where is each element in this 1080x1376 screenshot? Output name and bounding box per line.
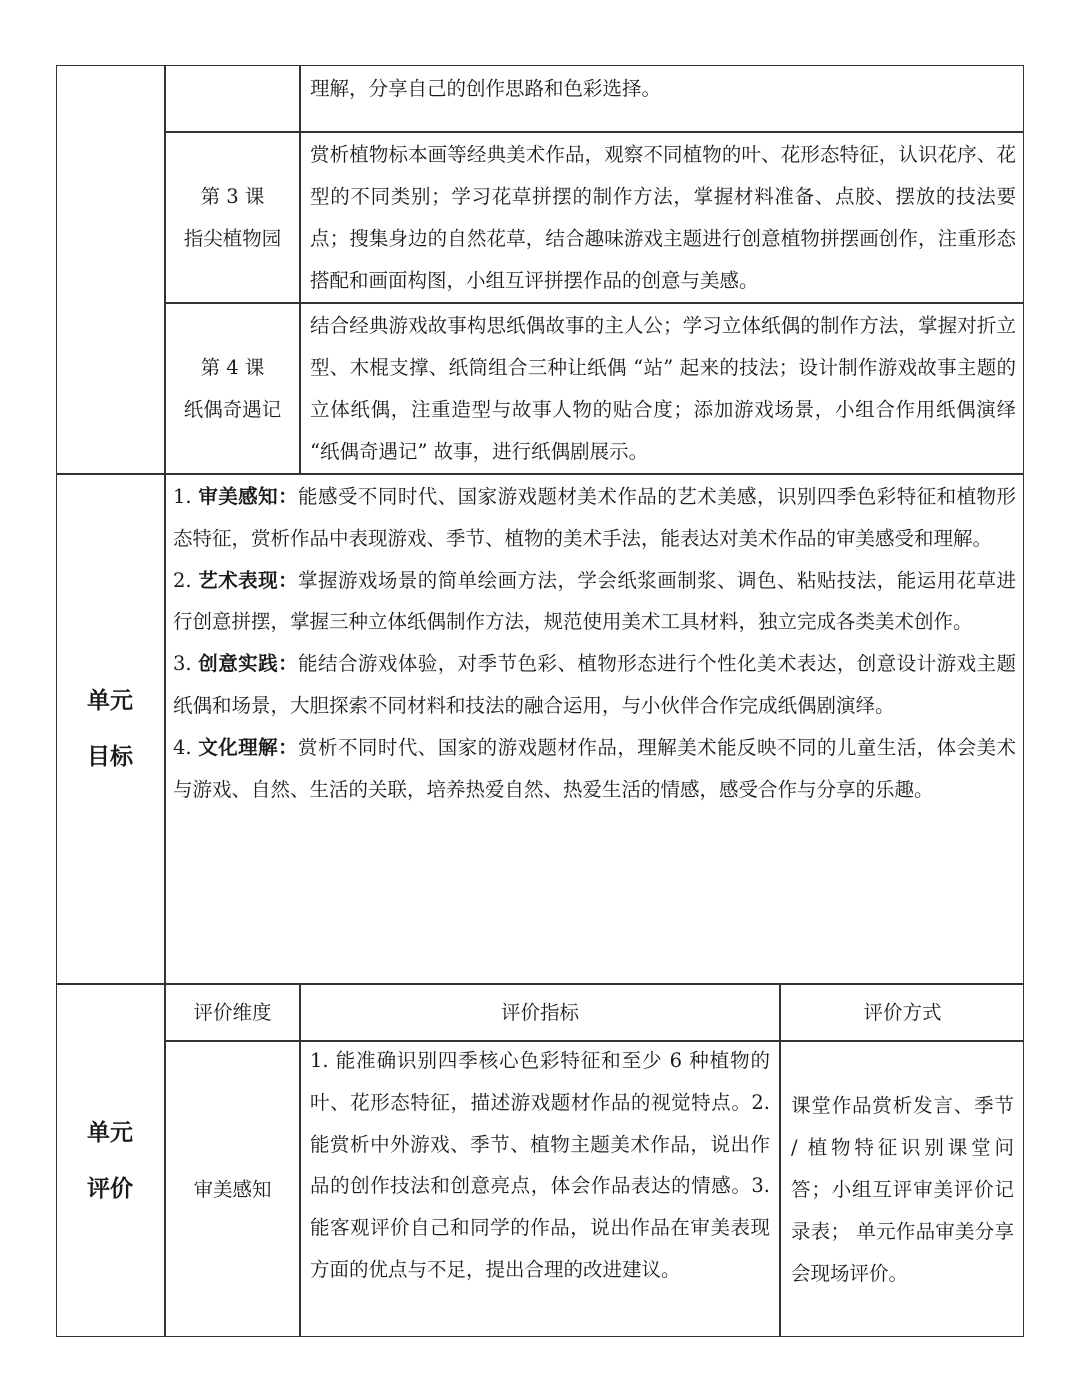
lesson-name	[166, 304, 299, 473]
row-divider	[56, 473, 1024, 475]
lesson-title: 指尖植物园	[183, 226, 282, 250]
header-indicator: 评价指标	[500, 1000, 579, 1024]
lesson-number: 第 4 课	[200, 355, 265, 379]
evaluation-label: 单元 评价	[87, 1120, 133, 1202]
goals-label: 单元 目标	[87, 688, 133, 770]
goal-item: 3. 创意实践：能结合游戏体验，对季节色彩、植物形态进行个性化美术表达，创意设计游戏主题纸偶和场景，大胆探索不同材料和技法的融合运用，与小伙伴合作完成纸偶剧演绎。	[173, 652, 1016, 717]
lesson-name	[166, 133, 299, 302]
goal-item: 2. 艺术表现：掌握游戏场景的简单绘画方法，学会纸浆画制浆、调色、粘贴技法，能运用花草进行创意拼摆，掌握三种立体纸偶制作方法，规范使用美术工具材料，独立完成各类美术创作。	[173, 568, 1016, 634]
col-divider	[299, 65, 301, 473]
goal-item: 1. 审美感知：能感受不同时代、国家游戏题材美术作品的艺术美感，识别四季色彩特征和植物形态特征，赏析作品中表现游戏、季节、植物的美术手法，能表达对美术作品的审美感受和理解。	[173, 485, 1016, 550]
lesson-content: 结合经典游戏故事构思纸偶故事的主人公；学习立体纸偶的制作方法，掌握对折立型、木棍支撑、纸筒组合三种让纸偶 “站” 起来的技法；设计制作游戏故事主题的立体纸偶，注重造型与故事人物的贴合度；添加游戏场景，小组合作用纸偶演绎 “纸偶奇遇记” 故事，进行纸偶剧展示。	[310, 314, 1016, 463]
row-indicator: 1. 能准确识别四季核心色彩特征和至少 6 种植物的叶、花形态特征，描述游戏题材作品的视觉特点。2. 能赏析中外游戏、季节、植物主题美术作品，说出作品的创作技法和创意亮点，体会作品表达的情感。3. 能客观评价自己和同学的作品，说出作品在审美表现方面的优点与不足，提出合理的改进建议。	[310, 1049, 770, 1281]
header-method: 评价方式	[863, 1000, 942, 1024]
lesson-title: 纸偶奇遇记	[183, 397, 282, 421]
row-dimension: 审美感知	[193, 1177, 272, 1201]
lesson-number: 第 3 课	[200, 184, 265, 208]
header-dimension: 评价维度	[193, 1000, 272, 1024]
lesson-content: 理解，分享自己的创作思路和色彩选择。	[310, 77, 662, 100]
lesson-content: 赏析植物标本画等经典美术作品，观察不同植物的叶、花形态特征，认识花序、花型的不同类别；学习花草拼摆的制作方法，掌握材料准备、点胶、摆放的技法要点；搜集身边的自然花草，结合趣味游戏主题进行创意植物拼摆画创作，注重形态搭配和画面构图，小组互评拼摆作品的创意与美感。	[310, 143, 1016, 292]
goals-list	[173, 476, 1016, 810]
row-method: 课堂作品赏析发言、季节 / 植物特征识别课堂问答；小组互评审美评价记录表； 单元作品审美分享会现场评价。	[791, 1093, 1014, 1285]
goal-item: 4. 文化理解：赏析不同时代、国家的游戏题材作品，理解美术能反映不同的儿童生活，体会美术与游戏、自然、生活的关联，培养热爱自然、热爱生活的情感，感受合作与分享的乐趣。	[173, 735, 1016, 801]
